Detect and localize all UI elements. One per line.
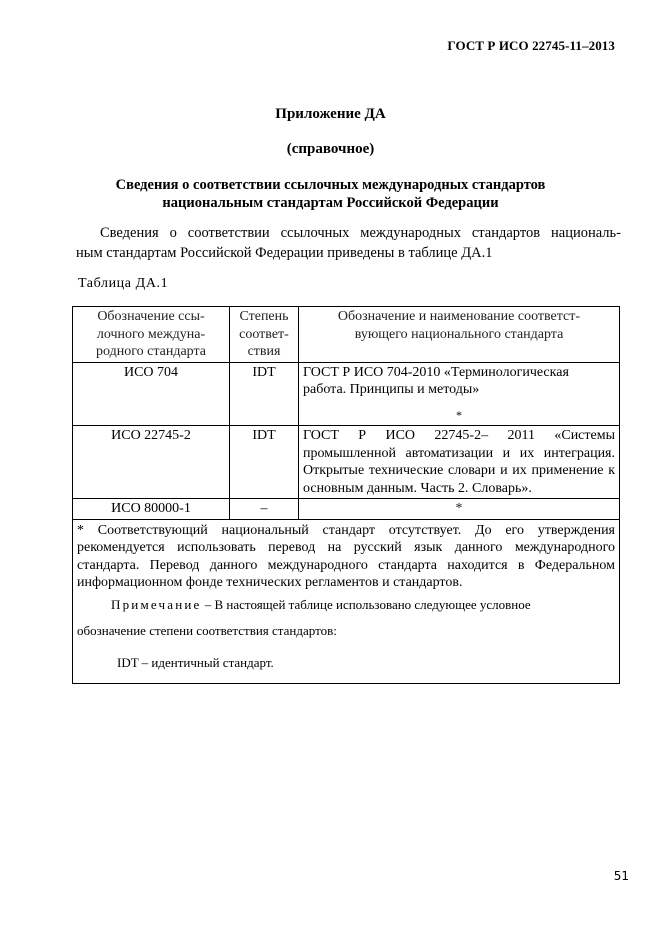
- header-text: ствия: [247, 344, 281, 359]
- intro-line-2: ным стандартам Российской Федерации приведены в таблице ДА.1: [76, 245, 493, 261]
- appendix-heading-line2: национальным стандартам Российской Федерации: [162, 195, 499, 211]
- header-text: родного стандарта: [96, 344, 206, 359]
- idt-definition: IDT – идентичный стандарт.: [117, 654, 274, 670]
- cell-degree: IDT: [230, 426, 299, 499]
- table-note: [77, 596, 615, 614]
- cell-ref: ИСО 80000-1: [73, 499, 230, 520]
- header-international-standard: [73, 307, 230, 363]
- correspondence-table: [72, 306, 620, 684]
- header-text: лочного междуна-: [96, 326, 206, 342]
- cell-degree: –: [230, 499, 299, 520]
- table-row: [73, 362, 620, 426]
- table-caption: Таблица ДА.1: [78, 276, 169, 291]
- note-text: – В настоящей таблице использовано следующее условное: [201, 596, 531, 612]
- cell-degree: IDT: [230, 362, 299, 426]
- header-degree: [230, 307, 299, 363]
- table-note-continuation: обозначение степени соответствия стандартов:: [77, 622, 337, 638]
- table-row: [73, 426, 620, 499]
- cell-ref: ИСО 22745-2: [73, 426, 230, 499]
- appendix-title: Приложение ДА: [275, 106, 386, 122]
- footnote-text: * Соответствующий национальный стандарт отсутствует. До его утверждения рекомендуется использовать перевод на русский язык данного международного стандарта. Перевод данного международного стандарта находится в Федеральном информационном фонде технических регламентов и стандартов.: [77, 522, 615, 590]
- document-code: ГОСТ Р ИСО 22745-11–2013: [447, 38, 615, 53]
- page-number: 51: [613, 869, 629, 883]
- table-header-row: [73, 307, 620, 363]
- header-text: Обозначение и наименование соответст-: [337, 309, 581, 324]
- table-footer-row: [73, 519, 620, 684]
- table-footnote-cell: [73, 519, 620, 684]
- cell-ref: ИСО 704: [73, 362, 230, 426]
- intro-paragraph: [76, 223, 621, 263]
- cell-national: [299, 362, 620, 426]
- header-text: Обозначение ссы-: [97, 309, 205, 324]
- cell-national: *: [299, 499, 620, 520]
- header-text: соответ-: [239, 326, 289, 342]
- appendix-type: (справочное): [286, 141, 375, 157]
- table-row: [73, 499, 620, 520]
- cell-national: ГОСТ Р ИСО 22745-2– 2011 «Системы промышленной автоматизации и их интеграция. Открытые технические словари и их применение к основным данным. Часть 2. Словарь».: [299, 426, 620, 499]
- header-text: вующего национального стандарта: [354, 326, 564, 342]
- header-national-standard: [299, 307, 620, 363]
- appendix-heading-line1: Сведения о соответствии ссылочных международных стандартов: [115, 177, 546, 193]
- national-standard-text: ГОСТ Р ИСО 704-2010 «Терминологическая работа. Принципы и методы»: [303, 364, 569, 397]
- note-label: Примечание: [111, 596, 202, 612]
- header-text: Степень: [239, 309, 289, 324]
- footnote-marker: *: [456, 407, 462, 422]
- intro-line-1: Сведения о соответствии ссылочных международных стандартов националь-: [100, 225, 621, 241]
- appendix-heading: [0, 176, 661, 212]
